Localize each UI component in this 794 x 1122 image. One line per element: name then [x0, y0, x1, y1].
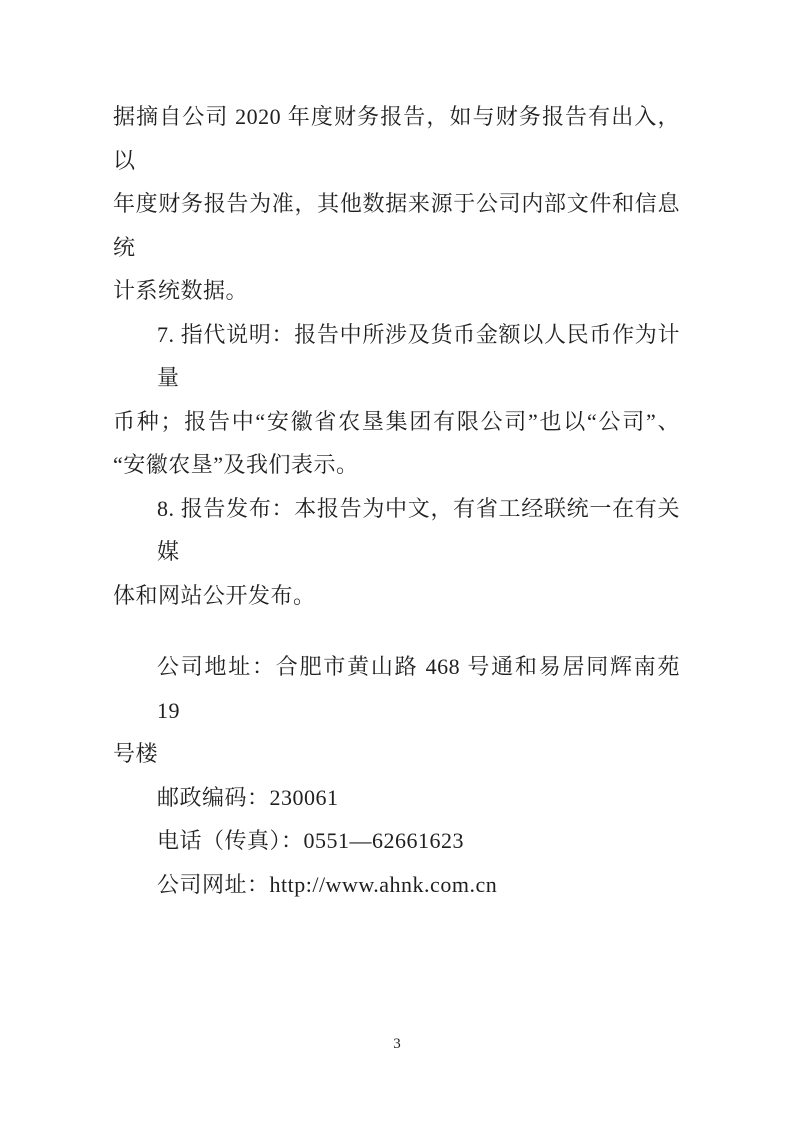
paragraph-company-website [113, 863, 680, 907]
page-number: 3 [393, 1036, 401, 1052]
text-line: 电话（传真）：0551—62661623 [157, 828, 465, 853]
paragraph-item-7 [113, 313, 680, 487]
text-line: 8. 报告发布：本报告为中文，有省工经联统一在有关媒 [157, 495, 680, 564]
text-line: 公司网址：http://www.ahnk.com.cn [157, 871, 498, 897]
text-line: 体和网站公开发布。 [113, 582, 316, 608]
text-line: 7. 指代说明：报告中所涉及货币金额以人民币作为计量 [157, 321, 680, 390]
blank-line-spacer [113, 617, 680, 645]
text-line: 据摘自公司 2020 年度财务报告，如与财务报告有出入，以 [113, 104, 680, 173]
body-text [113, 95, 680, 906]
paragraph-company-address [113, 645, 680, 776]
text-line: 计系统数据。 [113, 278, 249, 303]
paragraph-item-8 [113, 487, 680, 618]
paragraph-postal-code [113, 776, 680, 820]
text-line: 币种；报告中“安徽省农垦集团有限公司”也以“公司”、 [113, 408, 680, 434]
text-line: 年度财务报告为准，其他数据来源于公司内部文件和信息统 [113, 191, 680, 260]
text-line: 邮政编码：230061 [157, 784, 339, 810]
text-line: 公司地址：合肥市黄山路 468 号通和易居同辉南苑 19 [157, 654, 680, 723]
paragraph-phone-fax [113, 819, 680, 863]
text-line: “安徽农垦”及我们表示。 [113, 452, 359, 477]
text-line: 号楼 [113, 741, 159, 766]
paragraph-continuation [113, 95, 680, 313]
